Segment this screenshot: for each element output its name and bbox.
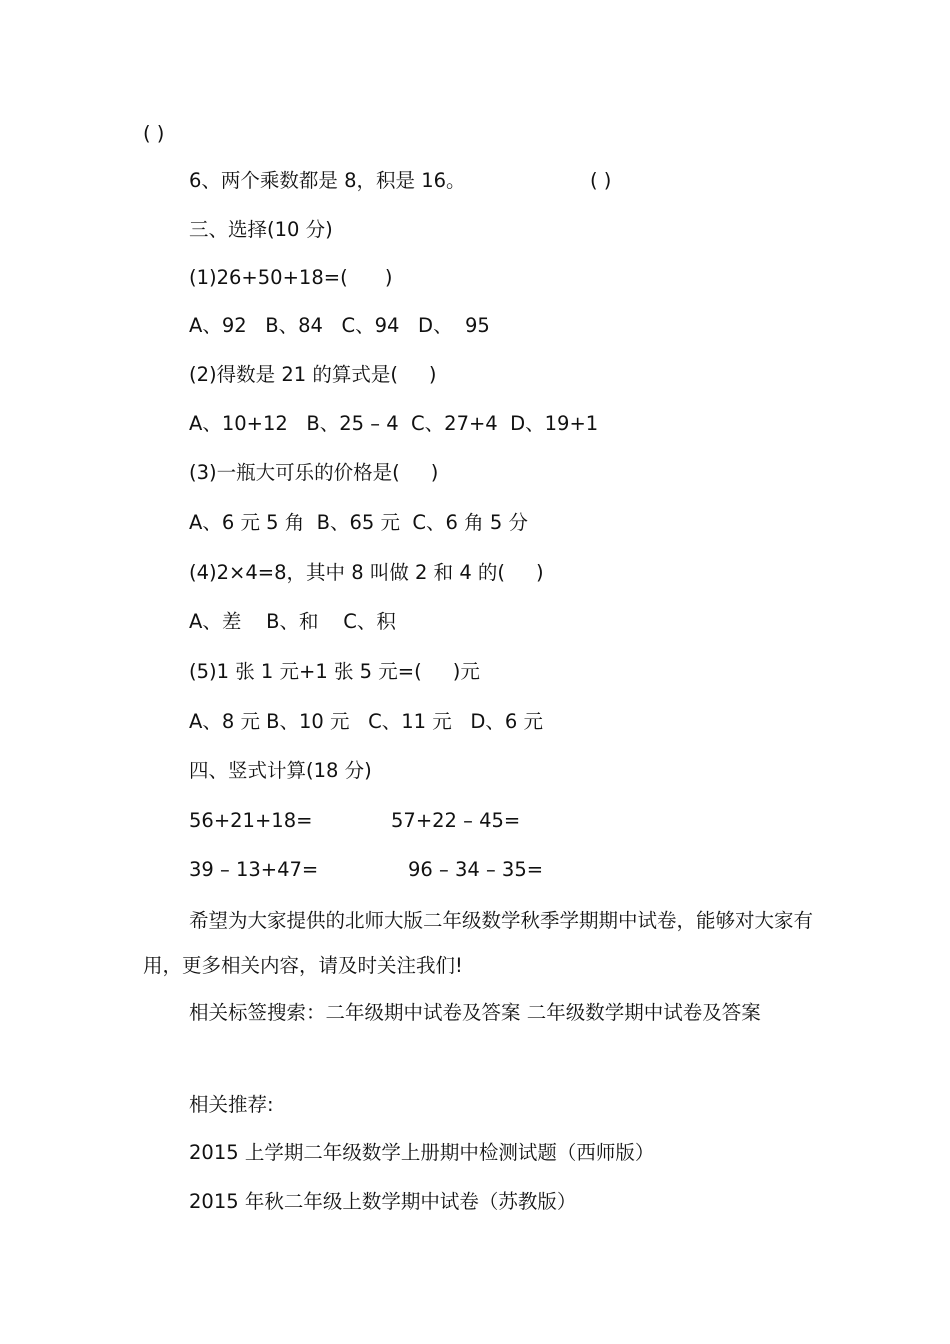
- choice-question-1: (1)26+50+18=( ): [189, 266, 393, 289]
- choice-question-1-options: A、92 B、84 C、94 D、 95: [189, 314, 490, 337]
- related-tags-paragraph: 相关标签搜索：二年级期中试卷及答案 二年级数学期中试卷及答案: [189, 1001, 761, 1024]
- choice-question-4-options: A、差 B、和 C、积: [189, 610, 396, 633]
- choice-question-3-options: A、6 元 5 角 B、65 元 C、6 角 5 分: [189, 511, 528, 534]
- question-6-answer-paren: ( ): [590, 169, 612, 192]
- continued-answer-paren: ( ): [143, 122, 165, 145]
- choice-question-2-options: A、10+12 B、25 – 4 C、27+4 D、19+1: [189, 412, 599, 435]
- related-link-2[interactable]: 2015 年秋二年级上数学期中试卷（苏教版）: [189, 1190, 577, 1213]
- section-4-title: 四、竖式计算(18 分): [189, 759, 372, 782]
- choice-question-3: (3)一瓶大可乐的价格是( ): [189, 461, 439, 484]
- choice-question-5: (5)1 张 1 元+1 张 5 元=( )元: [189, 660, 480, 683]
- calculation-2: 57+22 – 45=: [391, 809, 521, 832]
- section-3-title: 三、选择(10 分): [189, 218, 333, 241]
- choice-question-2: (2)得数是 21 的算式是( ): [189, 363, 437, 386]
- calculation-1: 56+21+18=: [189, 809, 313, 832]
- calculation-4: 96 – 34 – 35=: [408, 858, 544, 881]
- question-6: 6、两个乘数都是 8，积是 16。: [189, 169, 466, 192]
- choice-question-5-options: A、8 元 B、10 元 C、11 元 D、6 元: [189, 710, 543, 733]
- closing-paragraph: 希望为大家提供的北师大版二年级数学秋季学期期中试卷，能够对大家有用，更多相关内容，请及时关注我们!: [143, 909, 814, 977]
- calculation-3: 39 – 13+47=: [189, 858, 319, 881]
- choice-question-4: (4)2×4=8，其中 8 叫做 2 和 4 的( ): [189, 561, 544, 584]
- related-recommendations-label: 相关推荐:: [189, 1093, 274, 1116]
- related-link-1[interactable]: 2015 上学期二年级数学上册期中检测试题（西师版）: [189, 1141, 655, 1164]
